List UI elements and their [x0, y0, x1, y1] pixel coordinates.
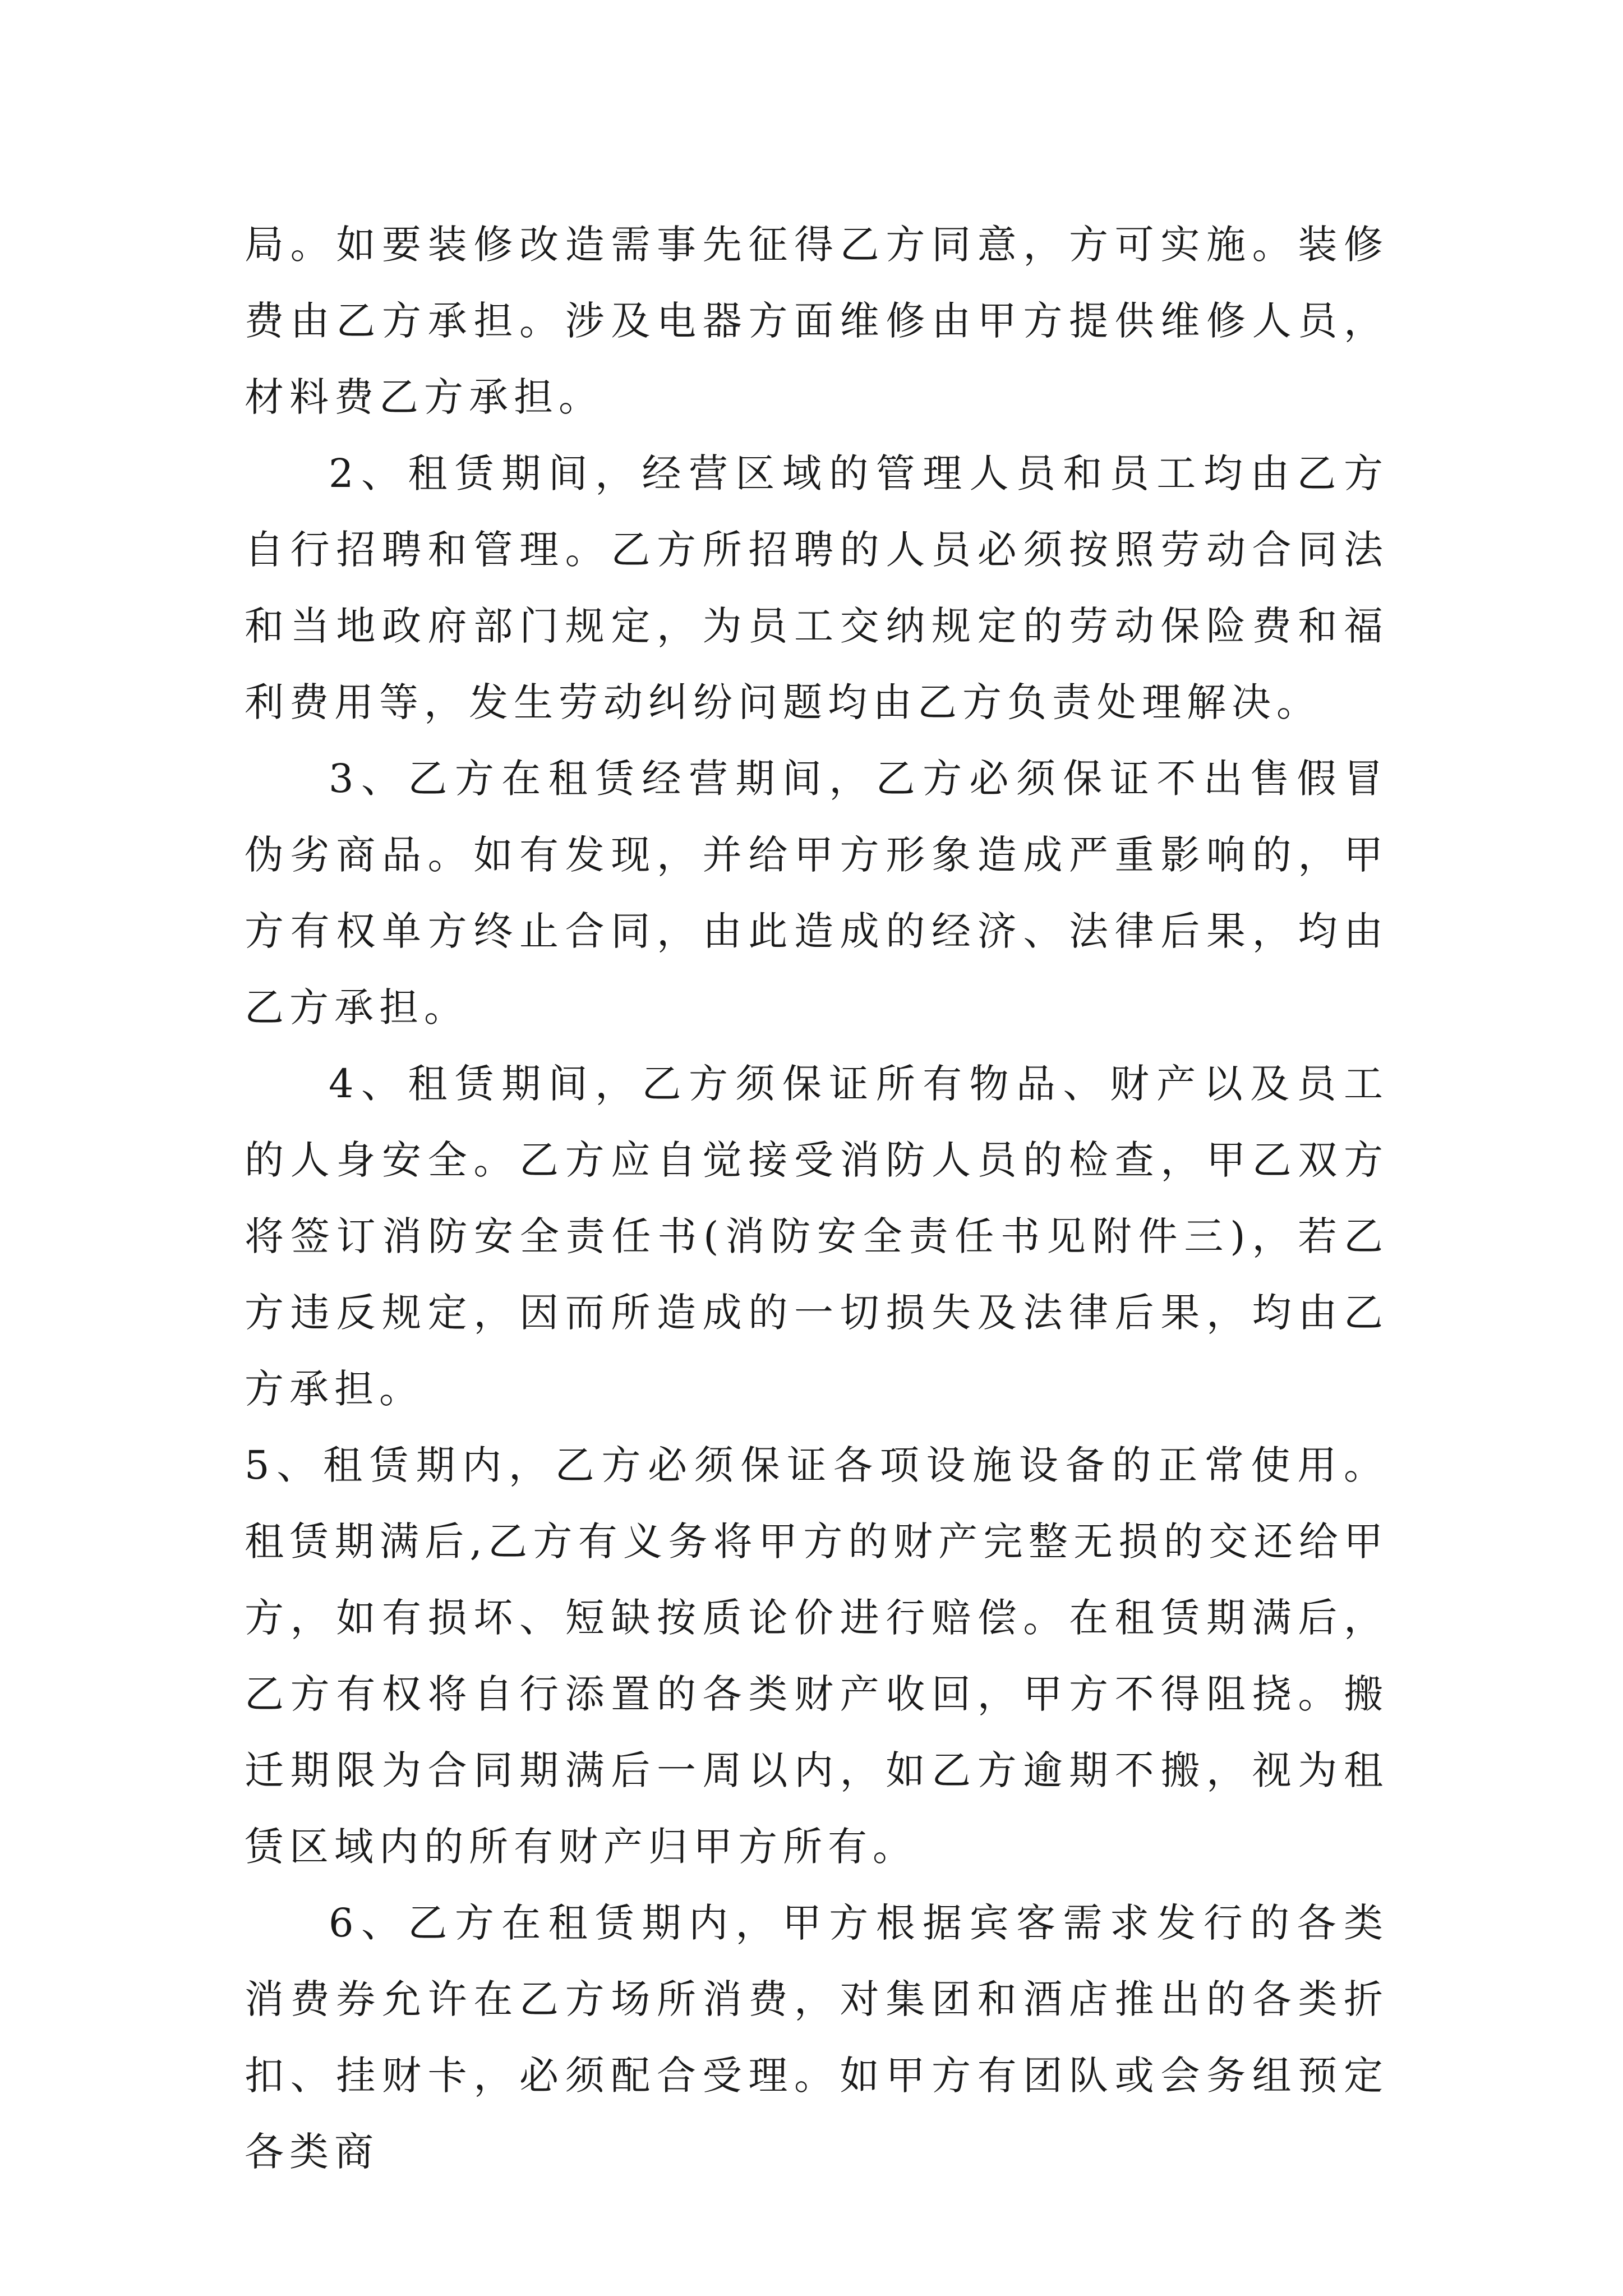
clause-2-paragraph: 2、租赁期间，经营区域的管理人员和员工均由乙方自行招聘和管理。乙方所招聘的人员必须按照劳动合同法和当地政府部门规定，为员工交纳规定的劳动保险费和福利费用等，发生劳动纠纷问题均由乙方负责处理解决。 [245, 450, 1389, 725]
clause-4-paragraph: 4、租赁期间，乙方须保证所有物品、财产以及员工的人身安全。乙方应自觉接受消防人员的检查，甲乙双方将签订消防安全责任书(消防安全责任书见附件三)，若乙方违反规定，因而所造成的一切损失及法律后果，均由乙方承担。 [245, 1061, 1389, 1412]
clause-5-paragraph: 5、租赁期内，乙方必须保证各项设施设备的正常使用。租赁期满后,乙方有义务将甲方的财产完整无损的交还给甲方，如有损坏、短缺按质论价进行赔偿。在租赁期满后，乙方有权将自行添置的各类财产收回，甲方不得阻挠。搬迁期限为合同期满后一周以内，如乙方逾期不搬，视为租赁区域内的所有财产归甲方所有。 [245, 1442, 1389, 1870]
clause-6-paragraph: 6、乙方在租赁期内，甲方根据宾客需求发行的各类消费券允许在乙方场所消费，对集团和酒店推出的各类折扣、挂财卡，必须配合受理。如甲方有团队或会务组预定各类商 [245, 1900, 1389, 2175]
clause-3-paragraph: 3、乙方在租赁经营期间，乙方必须保证不出售假冒伪劣商品。如有发现，并给甲方形象造成严重影响的，甲方有权单方终止合同，由此造成的经济、法律后果，均由乙方承担。 [245, 756, 1389, 1030]
paragraph-continuation: 局。如要装修改造需事先征得乙方同意，方可实施。装修费由乙方承担。涉及电器方面维修由甲方提供维修人员，材料费乙方承担。 [245, 222, 1389, 420]
document-body [245, 206, 1389, 2190]
